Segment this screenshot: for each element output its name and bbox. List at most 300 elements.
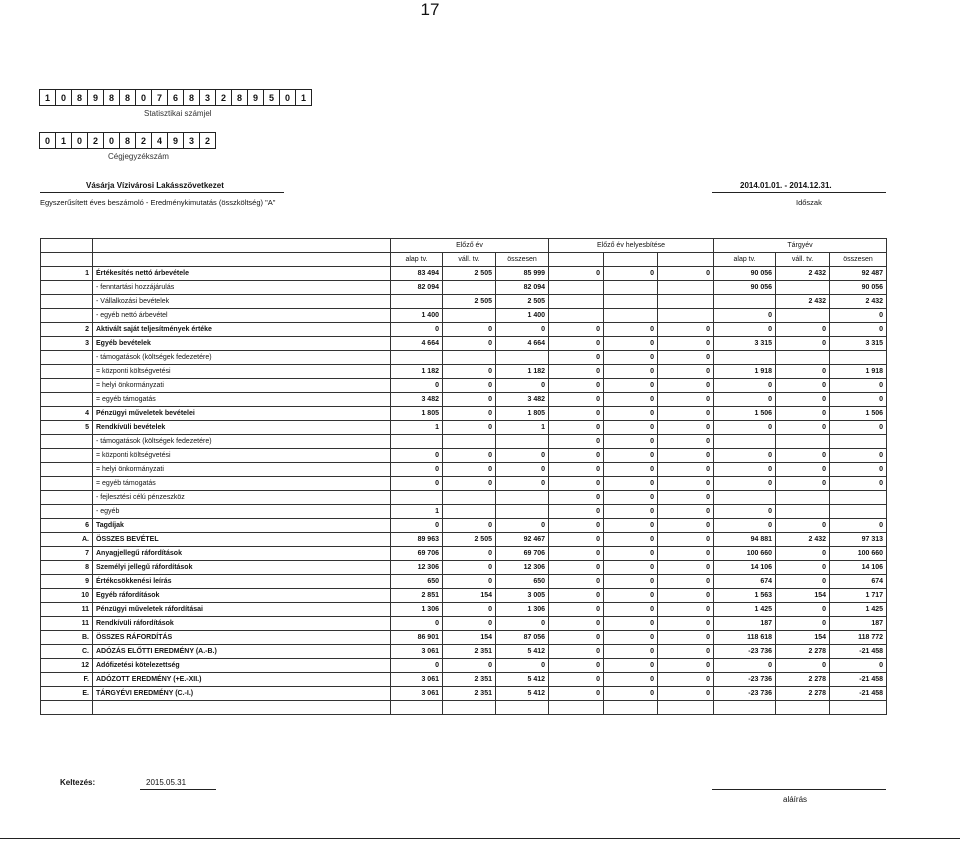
value-cell: 0: [658, 603, 714, 617]
table-row: [41, 603, 887, 617]
digit-box: 8: [183, 89, 200, 106]
value-cell: 2 432: [776, 533, 830, 547]
value-cell: [604, 309, 658, 323]
digit-box: 8: [119, 132, 136, 149]
value-cell: 0: [604, 463, 658, 477]
value-cell: 1 425: [714, 603, 776, 617]
value-cell: 0: [604, 365, 658, 379]
value-cell: 0: [443, 561, 496, 575]
row-code: [41, 505, 93, 519]
value-cell: 0: [549, 519, 604, 533]
row-label: ADÓZÁS ELŐTTI EREDMÉNY (A.-B.): [93, 645, 391, 659]
value-cell: 0: [604, 603, 658, 617]
value-cell: 2 351: [443, 673, 496, 687]
value-cell: 1 918: [830, 365, 887, 379]
value-cell: 0: [604, 631, 658, 645]
row-label: Egyéb bevételek: [93, 337, 391, 351]
value-cell: 100 660: [830, 547, 887, 561]
value-cell: 0: [658, 687, 714, 701]
digit-box: 6: [167, 89, 184, 106]
row-code: F.: [41, 673, 93, 687]
value-cell: 1 400: [391, 309, 443, 323]
value-cell: 2 351: [443, 645, 496, 659]
value-cell: 0: [830, 323, 887, 337]
value-cell: [658, 281, 714, 295]
value-cell: 0: [604, 435, 658, 449]
value-cell: 0: [391, 463, 443, 477]
period-line: [712, 192, 886, 193]
row-code: A.: [41, 533, 93, 547]
row-code: 8: [41, 561, 93, 575]
value-cell: 0: [549, 379, 604, 393]
row-code: [41, 477, 93, 491]
value-cell: 0: [496, 379, 549, 393]
value-cell: 0: [443, 477, 496, 491]
row-label: - fejlesztési célú pénzeszköz: [93, 491, 391, 505]
value-cell: 1 306: [496, 603, 549, 617]
period-label: Időszak: [796, 198, 822, 207]
value-cell: 0: [443, 603, 496, 617]
row-code: [41, 309, 93, 323]
row-label: Adófizetési kötelezettség: [93, 659, 391, 673]
row-label: Aktivált saját teljesítmények értéke: [93, 323, 391, 337]
subheader-cell: váll. tv.: [443, 253, 496, 267]
table-row: [41, 673, 887, 687]
value-cell: 82 094: [496, 281, 549, 295]
empty-header-cell: [41, 253, 93, 267]
value-cell: [496, 701, 549, 715]
row-code: 11: [41, 617, 93, 631]
row-code: [41, 491, 93, 505]
digit-box: 1: [295, 89, 312, 106]
row-code: B.: [41, 631, 93, 645]
row-label: - egyéb nettó árbevétel: [93, 309, 391, 323]
table-row: [41, 393, 887, 407]
value-cell: 0: [714, 659, 776, 673]
value-cell: 0: [549, 365, 604, 379]
value-cell: 0: [830, 659, 887, 673]
value-cell: 2 505: [443, 533, 496, 547]
value-cell: 0: [604, 407, 658, 421]
value-cell: 0: [443, 659, 496, 673]
digit-box: 8: [71, 89, 88, 106]
table-row: [41, 267, 887, 281]
value-cell: 2 505: [496, 295, 549, 309]
value-cell: 12 306: [496, 561, 549, 575]
value-cell: [830, 491, 887, 505]
digit-box: 3: [199, 89, 216, 106]
value-cell: 0: [443, 379, 496, 393]
value-cell: 0: [658, 491, 714, 505]
row-label: = központi költségvetési: [93, 449, 391, 463]
value-cell: [776, 309, 830, 323]
value-cell: 3 061: [391, 687, 443, 701]
table-row: [41, 687, 887, 701]
value-cell: 0: [604, 421, 658, 435]
value-cell: 0: [776, 477, 830, 491]
value-cell: 0: [714, 323, 776, 337]
value-cell: [604, 295, 658, 309]
value-cell: 1 400: [496, 309, 549, 323]
row-label: Rendkívüli bevételek: [93, 421, 391, 435]
value-cell: [714, 435, 776, 449]
value-cell: 0: [549, 561, 604, 575]
value-cell: 0: [604, 547, 658, 561]
row-label: Egyéb ráfordítások: [93, 589, 391, 603]
digit-box: 8: [103, 89, 120, 106]
value-cell: 0: [658, 463, 714, 477]
value-cell: 0: [776, 323, 830, 337]
value-cell: 0: [658, 407, 714, 421]
value-cell: 0: [658, 435, 714, 449]
value-cell: -21 458: [830, 645, 887, 659]
value-cell: 94 881: [714, 533, 776, 547]
value-cell: 0: [830, 519, 887, 533]
value-cell: 0: [549, 337, 604, 351]
table-row: [41, 561, 887, 575]
value-cell: 0: [830, 379, 887, 393]
value-cell: 0: [549, 589, 604, 603]
group-header: Előző év helyesbítése: [549, 239, 714, 253]
row-label: = egyéb támogatás: [93, 477, 391, 491]
value-cell: 187: [714, 617, 776, 631]
value-cell: [443, 435, 496, 449]
row-code: 5: [41, 421, 93, 435]
value-cell: 1 506: [714, 407, 776, 421]
value-cell: 0: [443, 617, 496, 631]
value-cell: 1 918: [714, 365, 776, 379]
subheader-cell: alap tv.: [391, 253, 443, 267]
table-row: [41, 295, 887, 309]
group-header-row: [41, 239, 887, 253]
value-cell: 0: [658, 533, 714, 547]
value-cell: 0: [776, 379, 830, 393]
value-cell: [443, 505, 496, 519]
subheader-cell: alap tv.: [714, 253, 776, 267]
value-cell: 0: [658, 505, 714, 519]
value-cell: 0: [496, 519, 549, 533]
table-row: [41, 421, 887, 435]
value-cell: -23 736: [714, 673, 776, 687]
value-cell: 1: [391, 421, 443, 435]
value-cell: [658, 701, 714, 715]
value-cell: 69 706: [496, 547, 549, 561]
value-cell: 0: [714, 379, 776, 393]
value-cell: [776, 351, 830, 365]
value-cell: 0: [658, 519, 714, 533]
row-label: Tagdíjak: [93, 519, 391, 533]
table-row: [41, 505, 887, 519]
value-cell: 0: [496, 659, 549, 673]
value-cell: [776, 435, 830, 449]
row-label: ÖSSZES BEVÉTEL: [93, 533, 391, 547]
value-cell: 0: [496, 449, 549, 463]
value-cell: 0: [391, 379, 443, 393]
value-cell: 0: [604, 519, 658, 533]
value-cell: 0: [830, 309, 887, 323]
value-cell: 0: [549, 603, 604, 617]
row-code: [41, 701, 93, 715]
digit-box: 8: [231, 89, 248, 106]
value-cell: 92 487: [830, 267, 887, 281]
row-label: ADÓZOTT EREDMÉNY (+E.-XII.): [93, 673, 391, 687]
value-cell: 0: [496, 323, 549, 337]
value-cell: [391, 491, 443, 505]
row-label: Rendkívüli ráfordítások: [93, 617, 391, 631]
row-label: Pénzügyi műveletek bevételei: [93, 407, 391, 421]
value-cell: 0: [604, 575, 658, 589]
value-cell: 187: [830, 617, 887, 631]
value-cell: 1: [391, 505, 443, 519]
value-cell: 2 278: [776, 687, 830, 701]
value-cell: 0: [604, 589, 658, 603]
value-cell: 0: [391, 477, 443, 491]
value-cell: 0: [604, 337, 658, 351]
digit-box: 0: [135, 89, 152, 106]
value-cell: 0: [830, 463, 887, 477]
value-cell: [658, 295, 714, 309]
row-code: 1: [41, 267, 93, 281]
subheader-cell: összesen: [496, 253, 549, 267]
value-cell: 0: [443, 337, 496, 351]
page-bottom-rule: [0, 838, 960, 839]
value-cell: 1 805: [496, 407, 549, 421]
value-cell: 0: [549, 267, 604, 281]
row-label: = egyéb támogatás: [93, 393, 391, 407]
value-cell: -23 736: [714, 645, 776, 659]
table-row: [41, 491, 887, 505]
value-cell: 2 432: [776, 295, 830, 309]
empty-header-cell: [41, 239, 93, 253]
value-cell: 1 506: [830, 407, 887, 421]
period-range: 2014.01.01. - 2014.12.31.: [740, 181, 832, 190]
group-header: Tárgyév: [714, 239, 887, 253]
value-cell: 1 182: [496, 365, 549, 379]
value-cell: 2 432: [830, 295, 887, 309]
value-cell: 0: [391, 323, 443, 337]
value-cell: 0: [658, 547, 714, 561]
value-cell: [496, 435, 549, 449]
value-cell: 0: [714, 519, 776, 533]
empty-header-cell: [93, 253, 391, 267]
value-cell: 0: [658, 589, 714, 603]
value-cell: 0: [658, 337, 714, 351]
value-cell: [604, 281, 658, 295]
value-cell: 0: [604, 393, 658, 407]
value-cell: 0: [658, 575, 714, 589]
value-cell: 0: [604, 533, 658, 547]
table-row: [41, 631, 887, 645]
digit-box: 4: [151, 132, 168, 149]
value-cell: 0: [549, 323, 604, 337]
value-cell: 3 482: [391, 393, 443, 407]
value-cell: 0: [658, 561, 714, 575]
value-cell: 0: [443, 365, 496, 379]
value-cell: 0: [658, 267, 714, 281]
subheader-cell: [549, 253, 604, 267]
digit-box: 0: [279, 89, 296, 106]
value-cell: 1: [496, 421, 549, 435]
company-reg-caption: Cégjegyzékszám: [108, 152, 169, 161]
value-cell: [496, 491, 549, 505]
value-cell: 0: [391, 449, 443, 463]
row-label: - támogatások (költségek fedezetére): [93, 435, 391, 449]
value-cell: 0: [830, 393, 887, 407]
row-code: 6: [41, 519, 93, 533]
org-name: Vásárja Vízivárosi Lakásszövetkezet: [86, 181, 224, 190]
table-row: [41, 365, 887, 379]
value-cell: 0: [604, 323, 658, 337]
value-cell: 85 999: [496, 267, 549, 281]
value-cell: 0: [658, 617, 714, 631]
value-cell: [496, 505, 549, 519]
signature-line: [712, 789, 886, 790]
value-cell: 0: [496, 477, 549, 491]
value-cell: [658, 309, 714, 323]
table-row: [41, 519, 887, 533]
value-cell: 0: [549, 477, 604, 491]
value-cell: 3 005: [496, 589, 549, 603]
value-cell: 0: [549, 617, 604, 631]
table-row: [41, 547, 887, 561]
value-cell: 3 061: [391, 645, 443, 659]
value-cell: 0: [443, 575, 496, 589]
value-cell: 0: [549, 435, 604, 449]
digit-box: 1: [39, 89, 56, 106]
row-label: Anyagjellegű ráfordítások: [93, 547, 391, 561]
value-cell: 97 313: [830, 533, 887, 547]
value-cell: [714, 701, 776, 715]
value-cell: 14 106: [714, 561, 776, 575]
value-cell: [714, 351, 776, 365]
value-cell: 0: [714, 463, 776, 477]
value-cell: 0: [496, 463, 549, 477]
value-cell: [443, 701, 496, 715]
value-cell: 0: [776, 463, 830, 477]
row-label: [93, 701, 391, 715]
row-code: 12: [41, 659, 93, 673]
value-cell: 90 056: [714, 281, 776, 295]
digit-box: 0: [103, 132, 120, 149]
table-row: [41, 351, 887, 365]
value-cell: 0: [549, 449, 604, 463]
row-label: - fenntartási hozzájárulás: [93, 281, 391, 295]
value-cell: [496, 351, 549, 365]
value-cell: [443, 351, 496, 365]
value-cell: 0: [658, 323, 714, 337]
value-cell: 0: [658, 477, 714, 491]
value-cell: 82 094: [391, 281, 443, 295]
digit-box: 7: [151, 89, 168, 106]
value-cell: [830, 435, 887, 449]
value-cell: 0: [443, 463, 496, 477]
value-cell: 0: [776, 519, 830, 533]
value-cell: 0: [604, 645, 658, 659]
value-cell: 154: [443, 589, 496, 603]
value-cell: -23 736: [714, 687, 776, 701]
value-cell: 0: [549, 407, 604, 421]
row-code: [41, 463, 93, 477]
row-code: [41, 295, 93, 309]
value-cell: 2 351: [443, 687, 496, 701]
row-code: [41, 393, 93, 407]
value-cell: 0: [714, 309, 776, 323]
date-line: [140, 789, 216, 790]
digit-box: 2: [215, 89, 232, 106]
value-cell: 2 278: [776, 673, 830, 687]
table-row: [41, 435, 887, 449]
value-cell: [391, 351, 443, 365]
value-cell: 0: [776, 617, 830, 631]
value-cell: 0: [714, 505, 776, 519]
row-label: = helyi önkormányzati: [93, 463, 391, 477]
value-cell: [776, 491, 830, 505]
value-cell: 0: [658, 365, 714, 379]
row-label: - Vállalkozási bevételek: [93, 295, 391, 309]
digit-box: 1: [55, 132, 72, 149]
date-label: Keltezés:: [60, 778, 96, 787]
value-cell: 0: [776, 603, 830, 617]
value-cell: 0: [776, 575, 830, 589]
row-label: Értékcsökkenési leírás: [93, 575, 391, 589]
value-cell: 0: [443, 407, 496, 421]
empty-header-cell: [93, 239, 391, 253]
row-label: = helyi önkormányzati: [93, 379, 391, 393]
signature-date: 2015.05.31: [146, 778, 187, 787]
value-cell: 0: [776, 659, 830, 673]
value-cell: 154: [776, 631, 830, 645]
value-cell: 0: [549, 491, 604, 505]
row-label: Értékesítés nettó árbevétele: [93, 267, 391, 281]
value-cell: 0: [443, 323, 496, 337]
value-cell: 0: [549, 631, 604, 645]
value-cell: 1 805: [391, 407, 443, 421]
value-cell: 100 660: [714, 547, 776, 561]
value-cell: [443, 309, 496, 323]
value-cell: [830, 701, 887, 715]
value-cell: [830, 505, 887, 519]
value-cell: [443, 281, 496, 295]
value-cell: 1 563: [714, 589, 776, 603]
table-row: [41, 281, 887, 295]
value-cell: 0: [658, 449, 714, 463]
row-code: 2: [41, 323, 93, 337]
row-label: - egyéb: [93, 505, 391, 519]
table-row: [41, 701, 887, 715]
value-cell: 89 963: [391, 533, 443, 547]
table-row: [41, 407, 887, 421]
value-cell: 90 056: [714, 267, 776, 281]
row-label: Személyi jellegű ráfordítások: [93, 561, 391, 575]
value-cell: 0: [604, 477, 658, 491]
value-cell: 0: [443, 393, 496, 407]
value-cell: 0: [658, 631, 714, 645]
value-cell: [549, 295, 604, 309]
value-cell: 154: [776, 589, 830, 603]
value-cell: 90 056: [830, 281, 887, 295]
row-code: 11: [41, 603, 93, 617]
value-cell: 0: [830, 421, 887, 435]
value-cell: [830, 351, 887, 365]
value-cell: 0: [776, 561, 830, 575]
subheader-row: [41, 253, 887, 267]
value-cell: 0: [391, 519, 443, 533]
digit-box: 9: [87, 89, 104, 106]
company-reg-boxes: [40, 132, 216, 149]
value-cell: 1 425: [830, 603, 887, 617]
value-cell: [443, 491, 496, 505]
table-row: [41, 337, 887, 351]
